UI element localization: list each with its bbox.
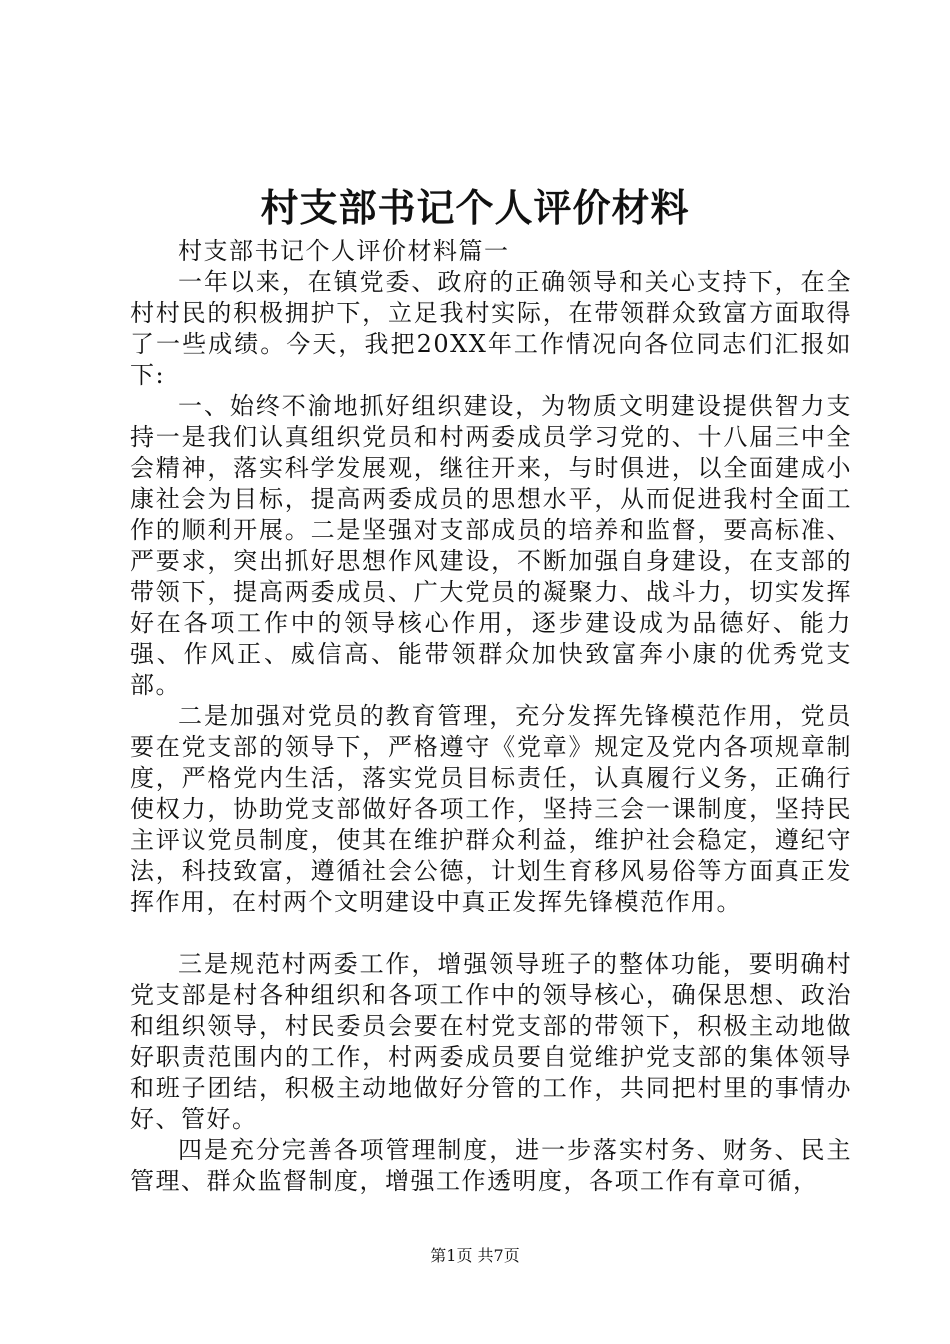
paragraph-organization: 一、始终不渝地抓好组织建设，为物质文明建设提供智力支持一是我们认真组织党员和村两委成员学习党的、十八届三中全会精神，落实科学发展观，继往开来，与时俱进，以全面建成小康社会为目标，提高两委成员的思想水平，从而促进我村全面工作的顺利开展。二是坚强对支部成员的培养和监督，要高标准、严要求，突出抓好思想作风建设，不断加强自身建设，在支部的带领下，提高两委成员、广大党员的凝聚力、战斗力，切实发挥好在各项工作中的领导核心作用，逐步建设成为品德好、能力强、作风正、威信高、能带领群众加快致富奔小康的优秀党支部。: [130, 392, 852, 699]
paragraph-committees: 三是规范村两委工作，增强领导班子的整体功能，要明确村党支部是村各种组织和各项工作中的领导核心，确保思想、政治和组织领导，村民委员会要在村党支部的带领下，积极主动地做好职责范围内的工作，村两委成员要自觉维护党支部的集体领导和班子团结，积极主动地做好分管的工作，共同把村里的事情办好、管好。: [130, 950, 852, 1133]
document-title: 村支部书记个人评价材料: [260, 185, 690, 230]
paragraph-subtitle: 村支部书记个人评价材料篇一: [178, 237, 510, 265]
paragraph-management: 四是充分完善各项管理制度，进一步落实村务、财务、民主管理、群众监督制度，增强工作透明度，各项工作有章可循，: [130, 1136, 852, 1195]
document-body: [130, 236, 852, 1197]
page-footer: 第1页 共7页: [430, 1246, 520, 1265]
paragraph-intro: 一年以来，在镇党委、政府的正确领导和关心支持下，在全村村民的积极拥护下，立足我村实际，在带领群众致富方面取得了一些成绩。今天，我把20XX年工作情况向各位同志们汇报如下:: [130, 268, 852, 389]
paragraph-party-members: 二是加强对党员的教育管理，充分发挥先锋模范作用，党员要在党支部的领导下，严格遵守《党章》规定及党内各项规章制度，严格党内生活，落实党员目标责任，认真履行义务，正确行使权力，协助党支部做好各项工作，坚持三会一课制度，坚持民主评议党员制度，使其在维护群众利益，维护社会稳定，遵纪守法，科技致富，遵循社会公德，计划生育移风易俗等方面真正发挥作用，在村两个文明建设中真正发挥先锋模范作用。: [130, 702, 852, 916]
